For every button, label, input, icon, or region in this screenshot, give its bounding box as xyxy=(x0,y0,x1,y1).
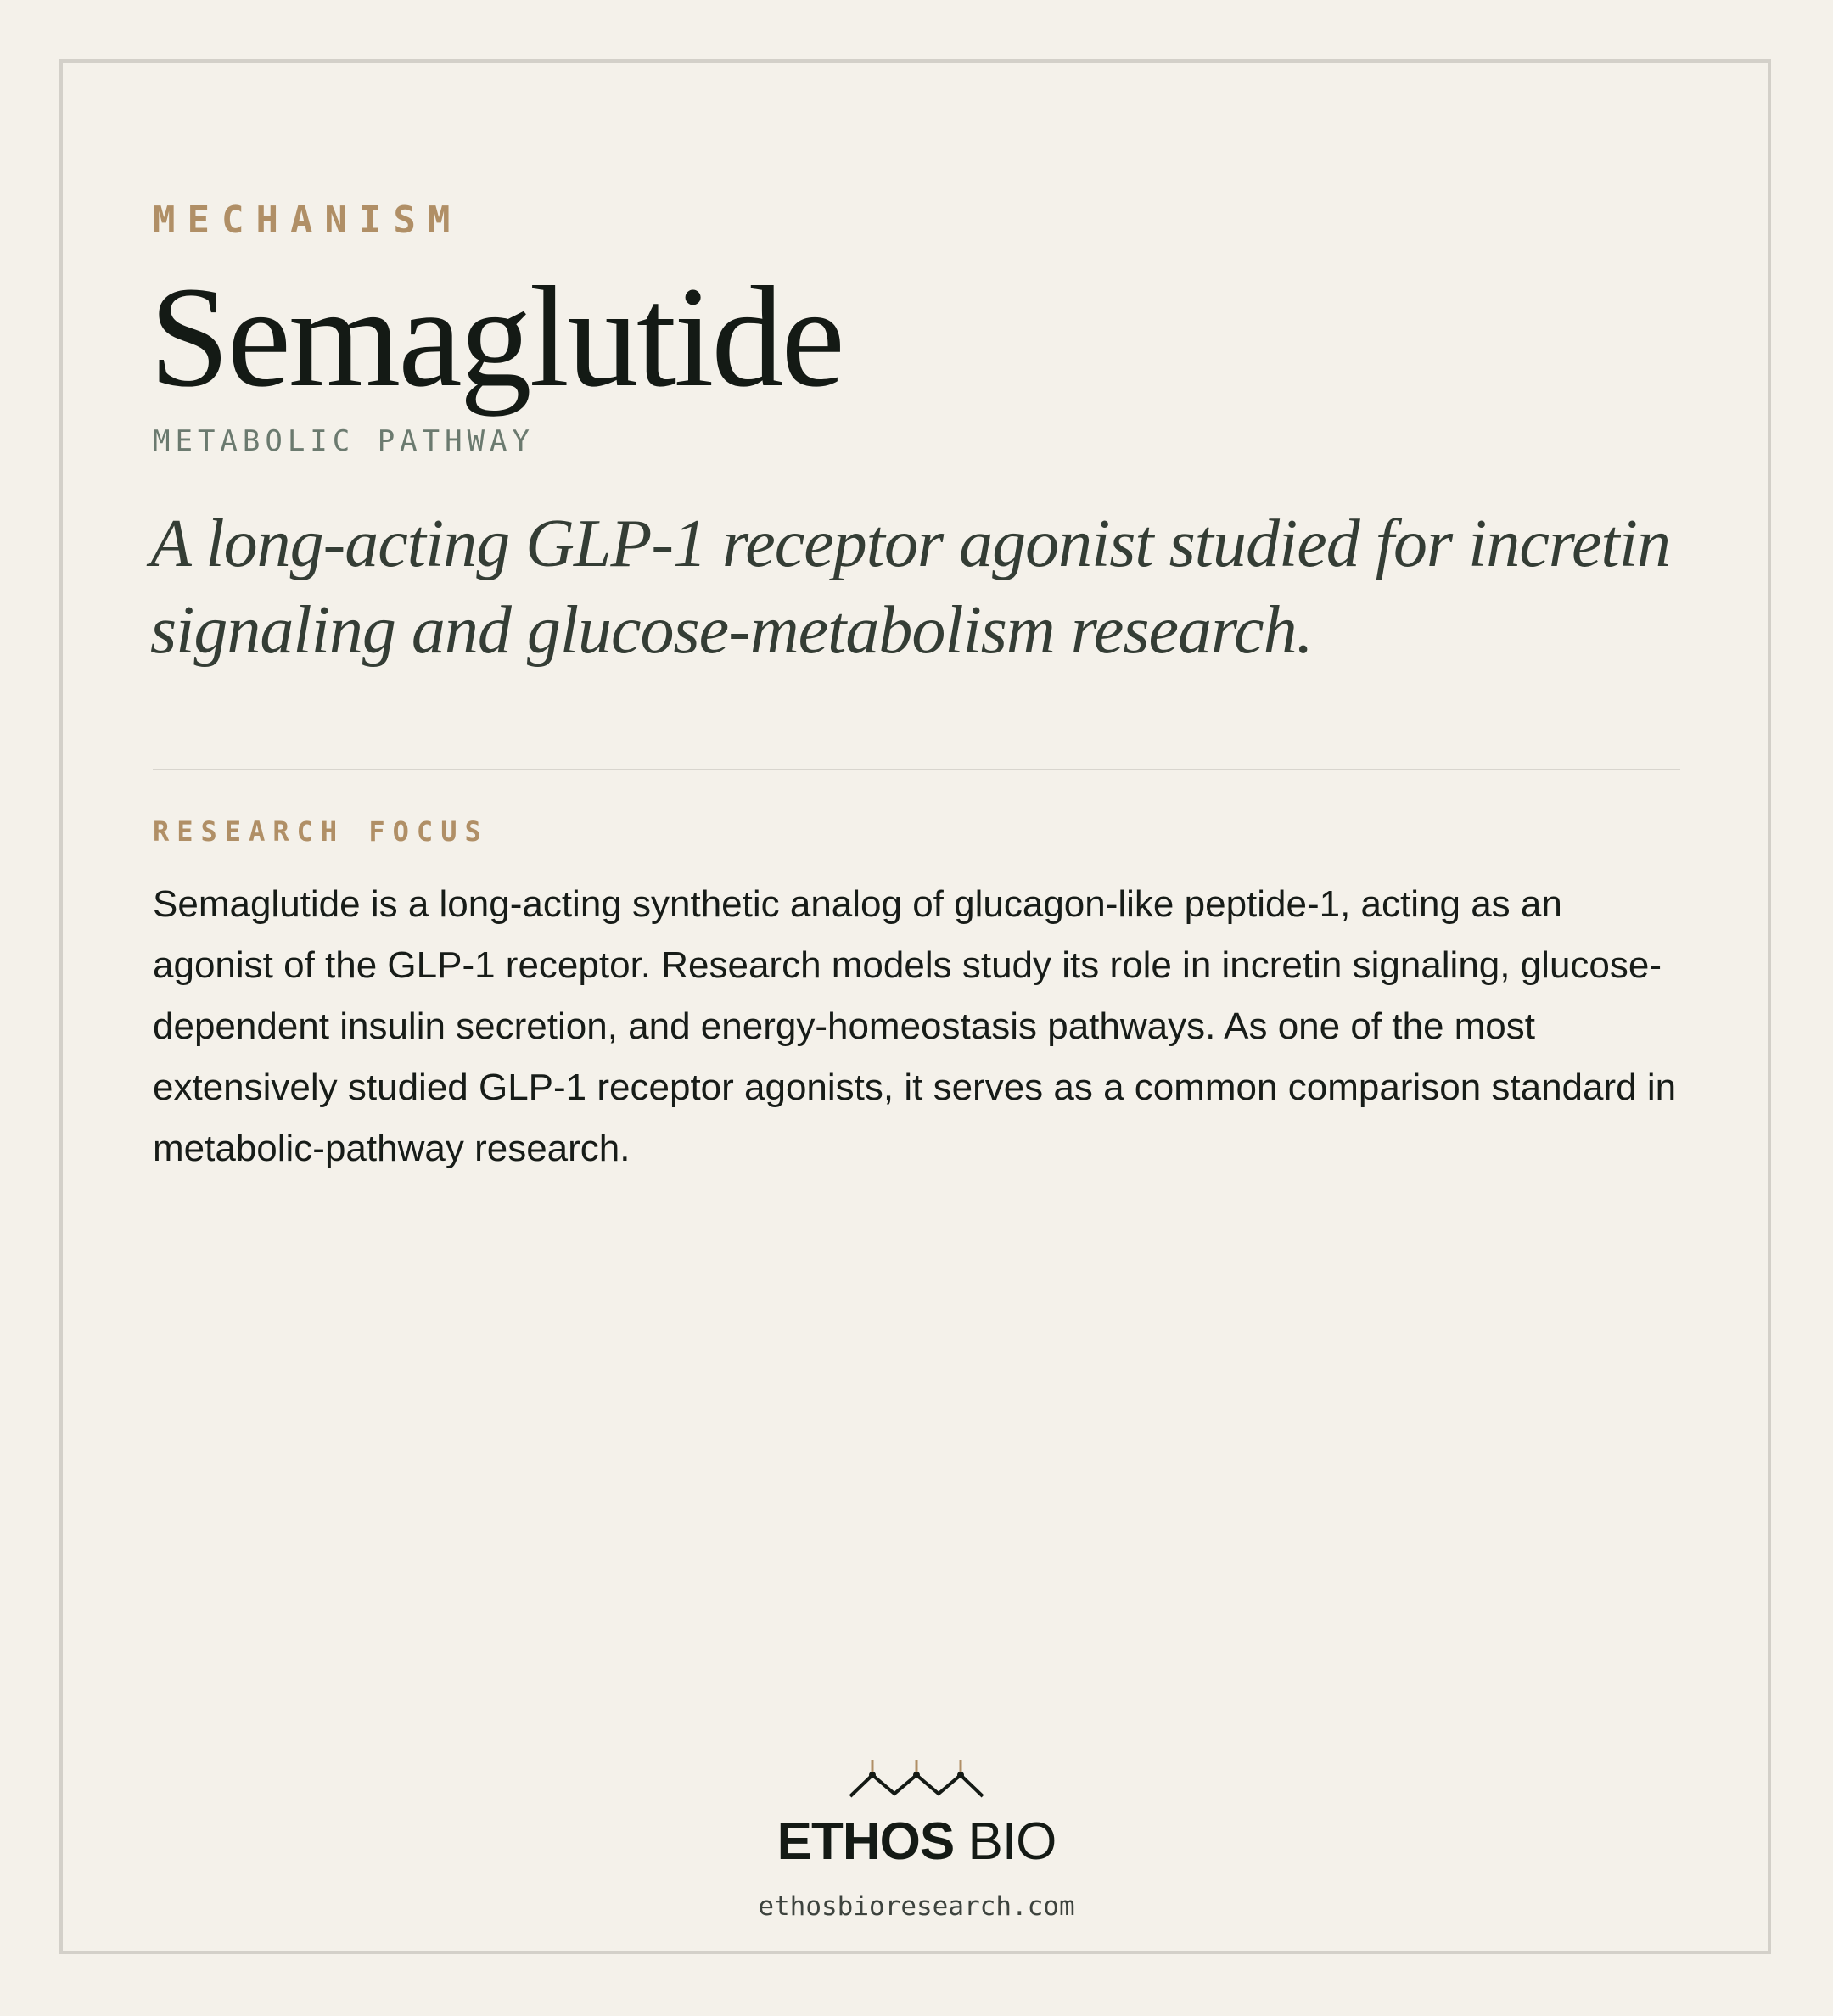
brand-logo-text xyxy=(0,1812,1833,1871)
eyebrow-label: MECHANISM xyxy=(153,199,462,242)
website-url: ethosbioresearch.com xyxy=(758,1891,1075,1922)
section-divider xyxy=(153,769,1680,770)
page-title: Semaglutide xyxy=(149,257,843,417)
research-focus-label: RESEARCH FOCUS xyxy=(153,815,489,848)
brand-name-bold: ETHOS xyxy=(776,1812,955,1871)
brand-name-light: BIO xyxy=(967,1812,1057,1871)
category-subtitle: METABOLIC PATHWAY xyxy=(153,424,535,458)
research-focus-body: Semaglutide is a long-acting synthetic analog of glucagon-like peptide-1, acting as an agonist of the GLP-1 receptor. Research models study its role in incretin signaling, glucose-dependent insulin secretion, and energy-homeostasis pathways. As one of the most extensively studied GLP-1 receptor agonists, it serves as a common comparison standard in metabolic-pathway research. xyxy=(153,883,1677,1169)
peaks-logo-icon xyxy=(849,1756,984,1803)
tagline: A long-acting GLP-1 receptor agonist studied for incretin signaling and glucose-metabolism research. xyxy=(150,507,1670,668)
